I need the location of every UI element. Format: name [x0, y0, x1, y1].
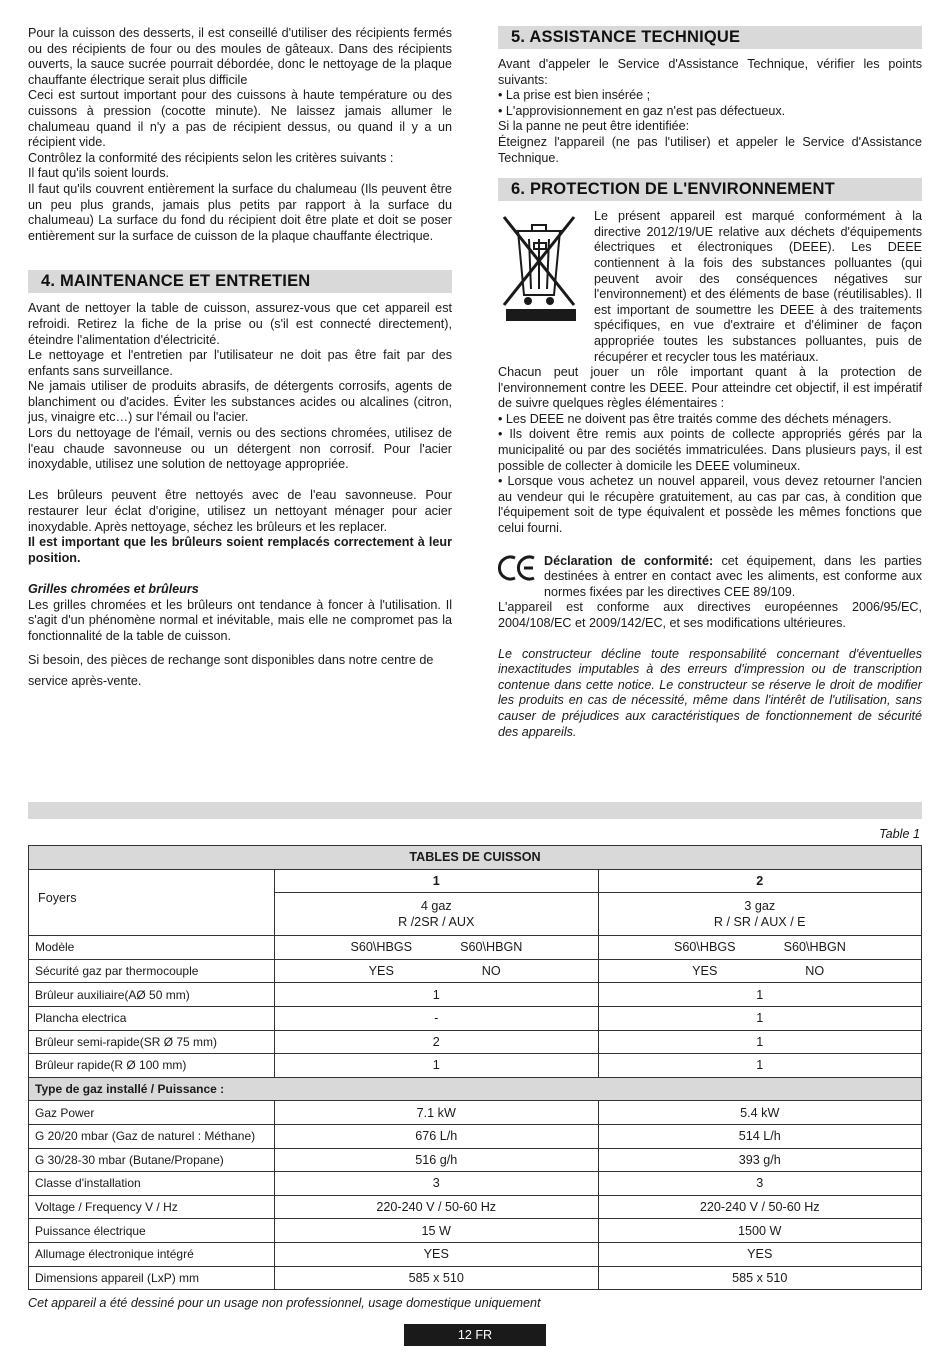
column-1-gaz-count: 4 gaz: [420, 899, 452, 914]
maintenance-p3: Ne jamais utiliser de produits abrasifs, de détergents corrosifs, agents de blanchiment ou d'acides. Éviter les substances acides ou alcalines (citron, jus, vinaigre etc…) sur l'émail ou l'acier.: [28, 379, 452, 425]
ce-declaration-label: Déclaration de conformité:: [544, 553, 714, 568]
environment-rule-2: • Ils doivent être remis aux points de collecte appropriés gérés par la municipalité ou par des sociétés immatriculées. Dans plusieurs pays, il est possible de collecter à domicile les DEEE volumineux.: [498, 427, 922, 473]
environment-rule-1: • Les DEEE ne doivent pas être traités comme des déchets ménagers.: [498, 411, 892, 426]
table-row: [29, 1219, 922, 1243]
cell-value: 585 x 510: [275, 1266, 599, 1290]
row-label: Puissance électrique: [29, 1219, 275, 1243]
section-6-heading: 6. PROTECTION DE L'ENVIRONNEMENT: [498, 178, 922, 201]
grilles-paragraph: Les grilles chromées et les brûleurs ont tendance à foncer à l'utilisation. Il s'agit d'un phénomène normal et inévitable, mais elle ne compromet pas la fonctionnalité de la table de cuisson.: [28, 597, 452, 643]
model-value: S60\HBGS: [673, 940, 736, 955]
foyers-label: Foyers: [29, 869, 275, 936]
table-header-row: [29, 846, 922, 870]
environment-p2: Chacun peut jouer un rôle important quant à la protection de l'environnement contre les DEEE. Pour atteindre cet objectif, il est impératif de suivre quelques règles élémentaires :: [498, 365, 922, 411]
ce-mark-icon: [498, 554, 538, 582]
spare-parts-paragraph: Si besoin, des pièces de rechange sont disponibles dans notre centre de service après-vente.: [28, 653, 434, 689]
usage-footnote: Cet appareil a été dessiné pour un usage non professionnel, usage domestique uniquement: [28, 1296, 541, 1310]
table-row: [29, 1195, 922, 1219]
gas-type-header: Type de gaz installé / Puissance :: [29, 1077, 922, 1101]
dessert-paragraph: Pour la cuisson des desserts, il est conseillé d'utiliser des récipients fermés ou des récipients de four ou des moules de gâteaux. Dans des récipients ouverts, la sauce sucrée pourrait débordée, donc le nettoyage de la plaque chauffante électrique serait plus difficile: [28, 26, 452, 87]
row-label: Brûleur auxiliaire(AØ 50 mm): [29, 983, 275, 1007]
table-row: [29, 1101, 922, 1125]
weee-paragraph: Le présent appareil est marqué conformément à la directive 2012/19/UE relative aux déchets d'équipements électriques et électroniques (DEEE). Les DEEE contiennent à la fois des substances polluantes (qui peuvent avoir des conséquences négatives sur l'environnement) et des éléments de base (réutilisables). Il est important de soumettre les DEEE à des traitements spécifiques, en vue d'extraire et d'éliminer de façon appropriée toutes les substances polluantes, puis de récupérer et recycler tous les matériaux.: [594, 209, 922, 364]
row-label: Gaz Power: [29, 1101, 275, 1125]
row-label: Plancha electrica: [29, 1006, 275, 1030]
cell-value: 15 W: [275, 1219, 599, 1243]
safety-value: YES: [368, 964, 394, 979]
model-value: S60\HBGN: [460, 940, 523, 955]
specifications-table: [28, 845, 922, 1290]
table-row: [29, 959, 922, 983]
gas-type-header-row: [29, 1077, 922, 1101]
row-label: G 30/28-30 mbar (Butane/Propane): [29, 1148, 275, 1172]
cell-value: 1: [598, 1054, 922, 1078]
ce-declaration-text: cet équipement, dans les parties destinées à entrer en contact avec les aliments, est conforme aux normes fixées par les directives CEE 89/109.: [544, 553, 922, 599]
criteria-heavy: Il faut qu'ils soient lourds.: [28, 166, 170, 181]
safety-value: NO: [481, 964, 501, 979]
pressure-paragraph: Ceci est surtout important pour des cuissons à haute température ou des cuissons à pression (cocotte minute). Ne laissez jamais allumer le chalumeau quand il n'y a pas de récipient dessus, ou quand il y a un récipient vide.: [28, 88, 452, 150]
ce-directives: L'appareil est conforme aux directives européennes 2006/95/EC, 2004/108/EC et 2009/142/EC, et ses modifications ultérieures.: [498, 600, 922, 630]
row-label: G 20/20 mbar (Gaz de naturel : Méthane): [29, 1124, 275, 1148]
cell-value: 393 g/h: [598, 1148, 922, 1172]
table-row: [29, 1124, 922, 1148]
cell-value: 1: [275, 1054, 599, 1078]
column-1-number: 1: [275, 869, 599, 893]
safety-value: YES: [692, 964, 718, 979]
table-row: [29, 1172, 922, 1196]
weee-block: [498, 209, 922, 365]
criteria-intro: Contrôlez la conformité des récipients selon les critères suivants :: [28, 150, 394, 165]
section-5-heading: 5. ASSISTANCE TECHNIQUE: [498, 26, 922, 49]
cell-value: 220-240 V / 50-60 Hz: [275, 1195, 599, 1219]
column-2-burners: R / SR / AUX / E: [713, 915, 806, 930]
ce-block: [498, 554, 922, 601]
cell-value: 1500 W: [598, 1219, 922, 1243]
table-row: [29, 1030, 922, 1054]
maintenance-p5: Les brûleurs peuvent être nettoyés avec de l'eau savonneuse. Pour restaurer leur éclat d'origine, utilisez un nettoyant ménager pour acier inoxydable. Après nettoyage, séchez les brûleurs et les replacer.: [28, 488, 452, 534]
cell-value: 5.4 kW: [598, 1101, 922, 1125]
page-number: 12 FR: [404, 1324, 546, 1346]
separator-band: [28, 802, 922, 819]
maintenance-p4: Lors du nettoyage de l'émail, vernis ou des sections chromées, utilisez de l'eau chaude savonneuse ou un détergent non corrosif. Pour l'acier inoxydable, utilisez une solution de nettoyage appropriée.: [28, 426, 452, 472]
column-2-number: 2: [598, 869, 922, 893]
safety-value: NO: [805, 964, 825, 979]
cell-value: 7.1 kW: [275, 1101, 599, 1125]
cell-value: YES: [275, 1242, 599, 1266]
model-cell-1: [275, 936, 599, 960]
grilles-subheading: Grilles chromées et brûleurs: [28, 582, 199, 596]
column-1-config: [275, 893, 599, 936]
maintenance-p1: Avant de nettoyer la table de cuisson, assurez-vous que cet appareil est refroidi. Retirez la fiche de la prise ou (s'il est connecté directement), éteindre l'alimentation d'électricité.: [28, 301, 452, 347]
table-row: [29, 1148, 922, 1172]
row-label: Modèle: [29, 936, 275, 960]
right-column: [498, 26, 922, 740]
cell-value: 220-240 V / 50-60 Hz: [598, 1195, 922, 1219]
cell-value: 1: [598, 1030, 922, 1054]
table-row: [29, 1242, 922, 1266]
row-label: Allumage électronique intégré: [29, 1242, 275, 1266]
assistance-action: Éteignez l'appareil (ne pas l'utiliser) et appeler le Service d'Assistance Technique.: [498, 134, 922, 165]
cell-value: 2: [275, 1030, 599, 1054]
row-label: Dimensions appareil (LxP) mm: [29, 1266, 275, 1290]
cell-value: 3: [598, 1172, 922, 1196]
environment-rule-3: • Lorsque vous achetez un nouvel appareil, vous devez retourner l'ancien au vendeur qui le récupère gratuitement, au cas par cas, à condition que l'équipement soit de type équivalent et possède les mêmes fonctions que celui fourni.: [498, 474, 922, 536]
row-label: Brûleur semi-rapide(SR Ø 75 mm): [29, 1030, 275, 1054]
column-2-gaz-count: 3 gaz: [744, 899, 776, 914]
row-label: Voltage / Frequency V / Hz: [29, 1195, 275, 1219]
column-1-burners: R /2SR / AUX: [398, 915, 475, 930]
ce-declaration: [544, 554, 922, 601]
row-label: Classe d'installation: [29, 1172, 275, 1196]
assistance-unidentified: Si la panne ne peut être identifiée:: [498, 119, 690, 134]
cell-value: 1: [275, 983, 599, 1007]
table-row: [29, 1266, 922, 1290]
cell-value: 585 x 510: [598, 1266, 922, 1290]
maintenance-important: Il est important que les brûleurs soient remplacés correctement à leur position.: [28, 535, 452, 565]
table-row: [29, 1054, 922, 1078]
cell-value: 1: [598, 1006, 922, 1030]
cell-value: YES: [598, 1242, 922, 1266]
cell-value: -: [275, 1006, 599, 1030]
table-row: [29, 1006, 922, 1030]
left-column: [28, 26, 452, 692]
crossed-bin-icon: [498, 209, 580, 321]
safety-cell-1: [275, 959, 599, 983]
model-cell-2: [598, 936, 922, 960]
model-value: S60\HBGS: [350, 940, 413, 955]
assistance-check-gas: • L'approvisionnement en gaz n'est pas défectueux.: [498, 103, 786, 118]
row-label: Brûleur rapide(R Ø 100 mm): [29, 1054, 275, 1078]
cell-value: 676 L/h: [275, 1124, 599, 1148]
model-value: S60\HBGN: [783, 940, 846, 955]
criteria-surface: Il faut qu'ils couvrent entièrement la surface du chalumeau (Ils peuvent être un peu plus grands, jamais plus petits par rapport à la surface du chalumeau) La surface du fond du récipient doit être plate et doit se poser entièrement sur la surface de cuisson de la plaque chauffante électrique.: [28, 181, 452, 243]
assistance-check-plug: • La prise est bien insérée ;: [498, 88, 651, 103]
cell-value: 1: [598, 983, 922, 1007]
cell-value: 514 L/h: [598, 1124, 922, 1148]
cell-value: 3: [275, 1172, 599, 1196]
assistance-intro: Avant d'appeler le Service d'Assistance Technique, vérifier les points suivants:: [498, 57, 922, 87]
maintenance-p2: Le nettoyage et l'entretien par l'utilisateur ne doit pas être fait par des enfants sans surveillance.: [28, 348, 452, 378]
section-4-heading: 4. MAINTENANCE ET ENTRETIEN: [28, 270, 452, 293]
column-2-config: [598, 893, 922, 936]
safety-cell-2: [598, 959, 922, 983]
table-caption: Table 1: [879, 827, 920, 841]
row-label: Sécurité gaz par thermocouple: [29, 959, 275, 983]
disclaimer: Le constructeur décline toute responsabilité concernant d'éventuelles inexactitudes imputables à des erreurs d'impression ou de transcription contenue dans cette notice. Le constructeur se réserve le droit de modifier les produits en cas de nécessité, même dans l'intérêt de l'utilisation, sans causer de préjudices aux caractéristiques de fonctionnement de sécurité des appareils.: [498, 646, 922, 739]
cell-value: 516 g/h: [275, 1148, 599, 1172]
foyers-row-numbers: [29, 869, 922, 893]
table-title: TABLES DE CUISSON: [29, 846, 922, 870]
table-row: [29, 936, 922, 960]
table-row: [29, 983, 922, 1007]
